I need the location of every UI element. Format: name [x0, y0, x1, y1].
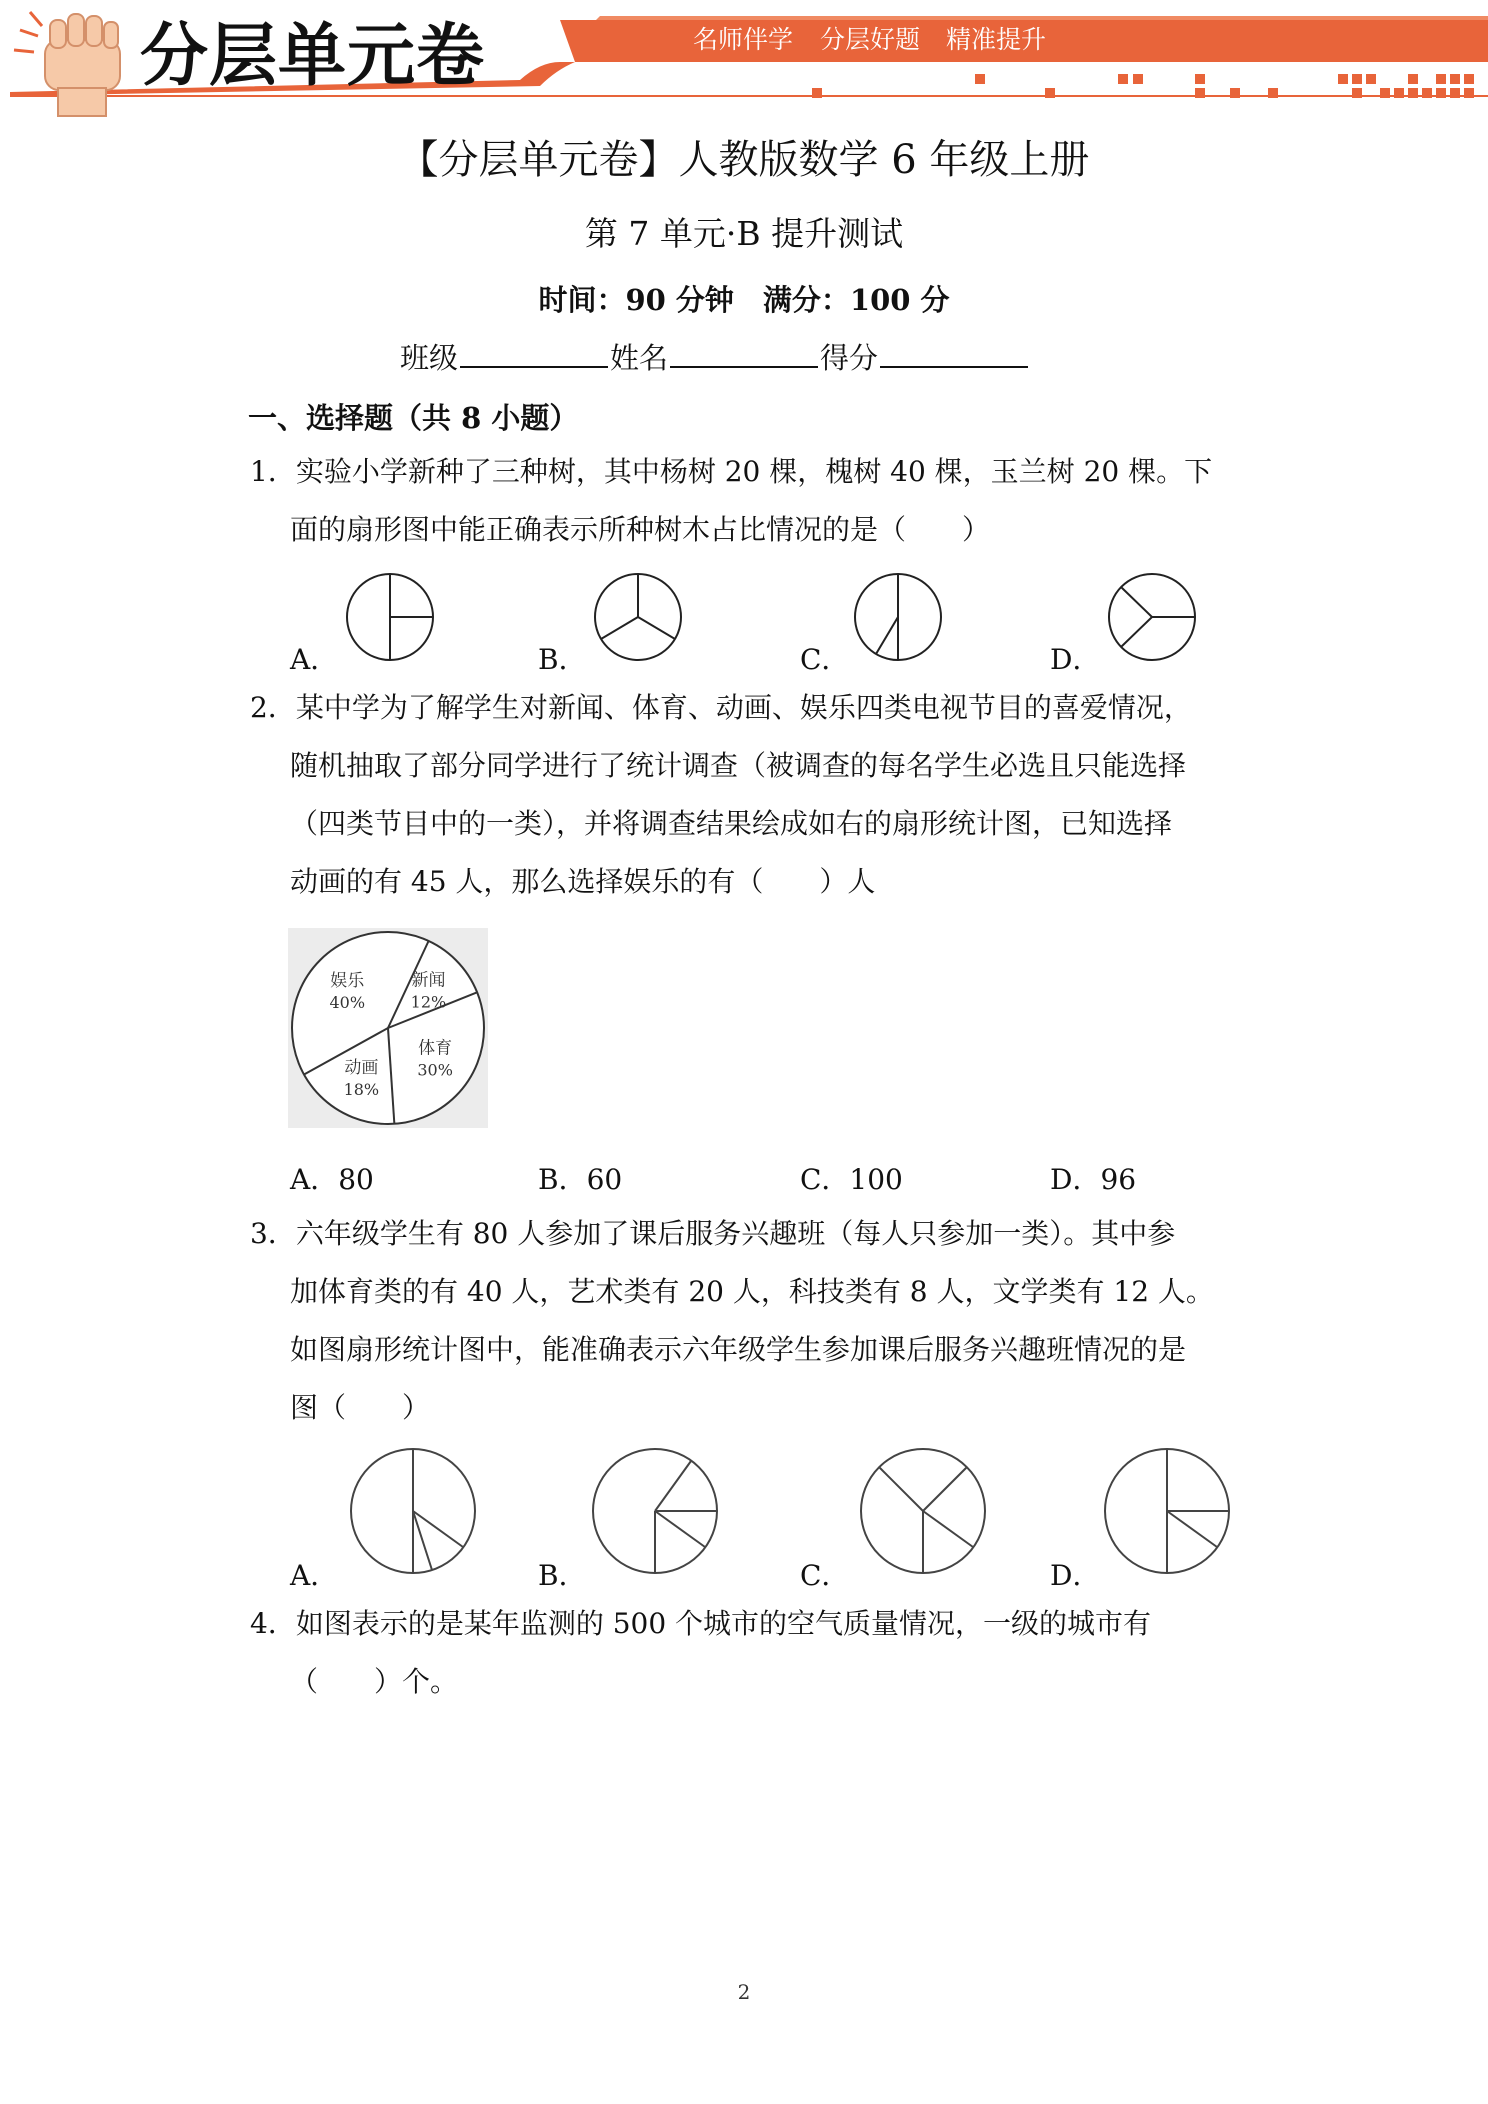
q1-line-2: 面的扇形图中能正确表示所种树木占比情况的是（ ）	[290, 513, 991, 546]
q1-pie-a	[340, 570, 440, 664]
page-number: 2	[737, 1980, 751, 2004]
pie-slice-label: 动画	[344, 1057, 379, 1078]
q2-line-3: （四类节目中的一类），并将调查结果绘成如右的扇形统计图，已知选择	[290, 807, 1173, 840]
score-blank[interactable]	[880, 336, 1028, 368]
q2-line-1: 2．某中学为了解学生对新闻、体育、动画、娱乐四类电视节目的喜爱情况，	[250, 691, 1192, 724]
q3-line-3: 如图扇形统计图中，能准确表示六年级学生参加课后服务兴趣班情况的是	[290, 1333, 1187, 1366]
tagline-2: 分层好题	[820, 25, 921, 54]
q2-option-b[interactable]: B．60	[538, 1163, 623, 1196]
tagline-1: 名师伴学	[693, 25, 794, 54]
section-heading: 一、选择题（共 8 小题）	[248, 401, 579, 435]
score-label: 得分	[820, 341, 879, 375]
brand-title: 分层单元卷	[140, 17, 486, 96]
tagline-3: 精准提升	[946, 25, 1047, 54]
q3-pie-a	[348, 1446, 478, 1576]
class-label: 班级	[400, 341, 459, 375]
q3-option-a[interactable]: A．	[290, 1559, 339, 1592]
q1-option-a[interactable]: A．	[290, 643, 339, 676]
document-subtitle: 第 7 单元·B 提升测试	[584, 214, 904, 253]
q3-line-4: 图（ ）	[290, 1391, 431, 1424]
q1-line-1: 1．实验小学新种了三种树，其中杨树 20 棵，槐树 40 棵，玉兰树 20 棵。下	[250, 455, 1213, 488]
q2-option-c[interactable]: C．100	[800, 1163, 903, 1196]
q1-option-d[interactable]: D．	[1050, 643, 1101, 676]
q2-option-d[interactable]: D．96	[1050, 1163, 1137, 1196]
pie-slice-label: 体育	[418, 1038, 453, 1059]
q2-line-4: 动画的有 45 人，那么选择娱乐的有（ ）人	[290, 865, 876, 898]
name-label: 姓名	[610, 341, 669, 375]
document-title: 【分层单元卷】人教版数学 6 年级上册	[398, 137, 1090, 183]
q4-line-2: （ ）个。	[290, 1665, 459, 1698]
q3-pie-d	[1102, 1446, 1232, 1576]
q1-option-b[interactable]: B．	[538, 643, 587, 676]
q2-option-a[interactable]: A．80	[290, 1163, 374, 1196]
pie-slice-percent: 40%	[329, 993, 366, 1013]
class-blank[interactable]	[460, 336, 608, 368]
q3-option-b[interactable]: B．	[538, 1559, 587, 1592]
q3-pie-c	[858, 1446, 988, 1576]
name-blank[interactable]	[670, 336, 818, 368]
pie-slice-label: 新闻	[411, 970, 446, 991]
q2-line-2: 随机抽取了部分同学进行了统计调查（被调查的每名学生必选且只能选择	[290, 749, 1187, 782]
pie-slice-percent: 18%	[343, 1079, 380, 1099]
exam-meta: 时间：90 分钟 满分：100 分	[538, 283, 950, 317]
q3-line-2: 加体育类的有 40 人，艺术类有 20 人，科技类有 8 人，文学类有 12 人。	[290, 1275, 1214, 1308]
q3-line-1: 3．六年级学生有 80 人参加了课后服务兴趣班（每人只参加一类）。其中参	[250, 1217, 1176, 1250]
q3-pie-b	[590, 1446, 720, 1576]
q1-pie-b	[588, 570, 688, 664]
pie-slice-label: 娱乐	[330, 971, 365, 992]
q1-pie-c	[848, 570, 948, 664]
page-header	[0, 0, 1488, 120]
student-info-fields	[400, 336, 1030, 377]
q3-option-c[interactable]: C．	[800, 1559, 850, 1592]
q3-option-d[interactable]: D．	[1050, 1559, 1101, 1592]
q1-pie-d	[1102, 570, 1202, 664]
pie-slice-percent: 12%	[410, 992, 447, 1012]
q2-pie-chart	[288, 928, 488, 1128]
q4-line-1: 4．如图表示的是某年监测的 500 个城市的空气质量情况，一级的城市有	[250, 1607, 1152, 1640]
pie-slice-percent: 30%	[417, 1060, 453, 1080]
fist-icon	[14, 12, 120, 116]
decor-squares	[812, 74, 1474, 98]
q1-option-c[interactable]: C．	[800, 643, 850, 676]
